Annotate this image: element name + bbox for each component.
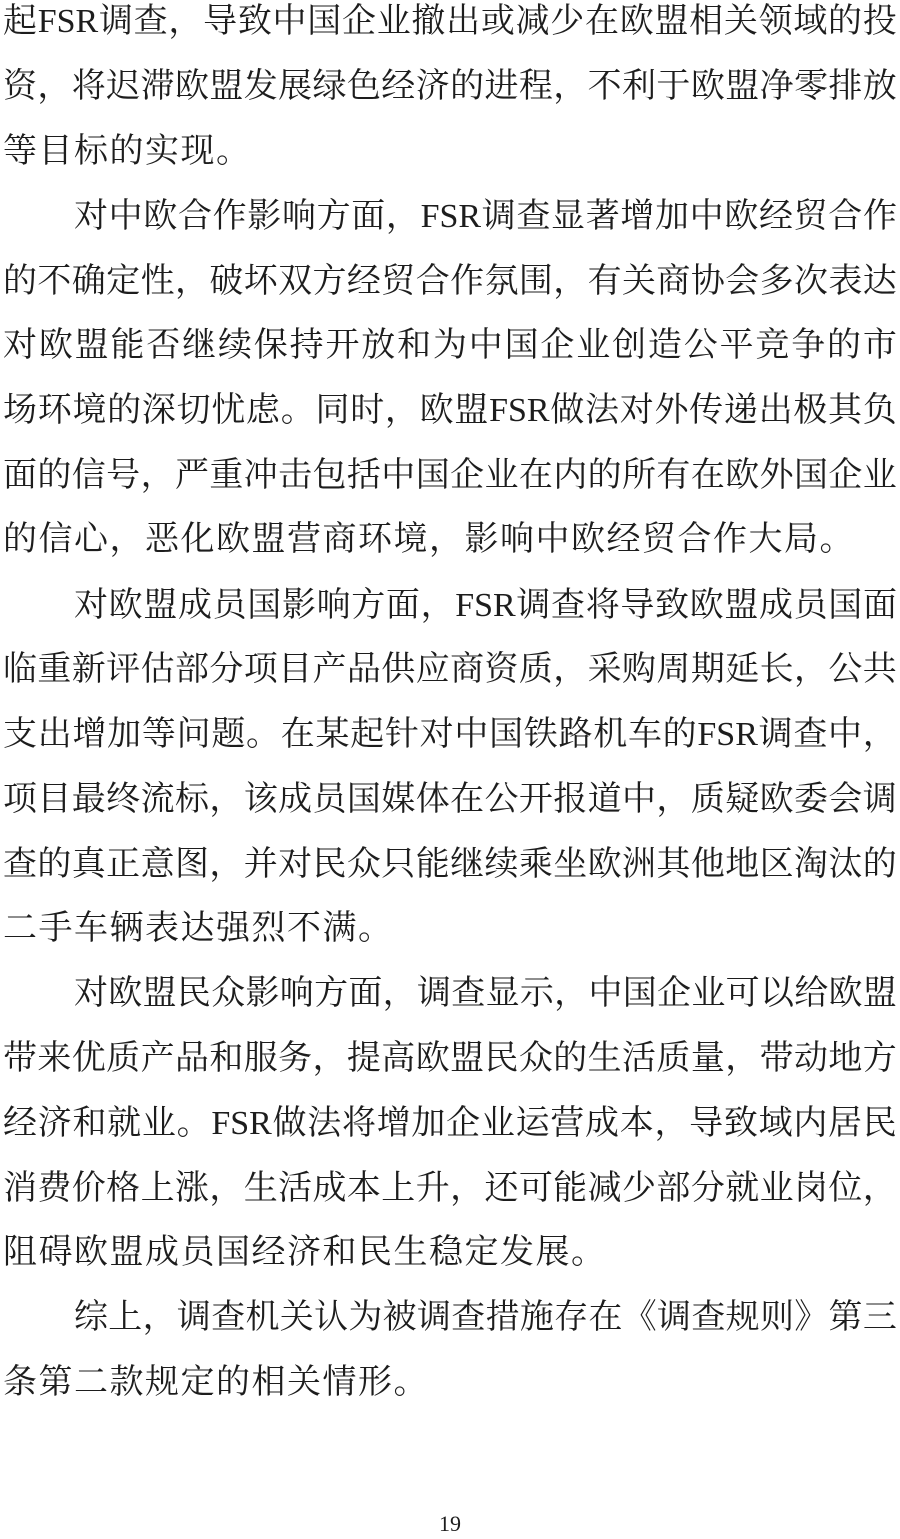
text-line: 综 上 ， 调 查 机 关 认 为 被 调 查 措 施 存 在 《 调 查 规 则 》 第 三 [74,1299,897,1337]
text-line: 场 环 境 的 深 切 忧 虑 。 同 时 ， 欧 盟 FSR 做 法 对 外 传 递 出 极 其 负 [3,392,897,430]
text-line: 经 济 和 就 业 。 FSR 做 法 将 增 加 企 业 运 营 成 本 ， 导 致 域 内 居 民 [3,1104,897,1142]
text-line: 阻碍欧盟成员国经济和民生稳定发展。 [3,1234,607,1272]
text-line: 资 ， 将 迟 滞 欧 盟 发 展 绿 色 经 济 的 进 程 ， 不 利 于 欧 盟 净 零 排 放 [3,68,897,106]
text-line: 查 的 真 正 意 图 ， 并 对 民 众 只 能 继 续 乘 坐 欧 洲 其 他 地 区 淘 汰 的 [3,845,897,883]
text-line: 项 目 最 终 流 标 ， 该 成 员 国 媒 体 在 公 开 报 道 中 ， 质 疑 欧 委 会 调 [3,780,897,818]
text-line: 二手车辆表达强烈不满。 [3,910,394,948]
text-line: 等目标的实现。 [3,132,252,170]
text-line: 支 出 增 加 等 问 题 。 在 某 起 针 对 中 国 铁 路 机 车 的 FSR 调 查 中 ， [3,716,897,754]
text-line: 临 重 新 评 估 部 分 项 目 产 品 供 应 商 资 质 ， 采 购 周 期 延 长 ， 公 共 [3,651,897,689]
text-line: 的 不 确 定 性 ， 破 坏 双 方 经 贸 合 作 氛 围 ， 有 关 商 协 会 多 次 表 达 [3,262,897,300]
text-line: 消 费 价 格 上 涨 ， 生 活 成 本 上 升 ， 还 可 能 减 少 部 分 就 业 岗 位 ， [3,1169,897,1207]
text-line: 面 的 信 号 ， 严 重 冲 击 包 括 中 国 企 业 在 内 的 所 有 在 欧 外 国 企 业 [3,456,897,494]
text-line: 对 欧 盟 民 众 影 响 方 面 ， 调 查 显 示 ， 中 国 企 业 可 以 给 欧 盟 [74,975,897,1013]
text-line: 的信心，恶化欧盟营商环境，影响中欧经贸合作大局。 [3,521,855,559]
text-line: 对 欧 盟 能 否 继 续 保 持 开 放 和 为 中 国 企 业 创 造 公 平 竞 争 的 市 [3,327,897,365]
text-line: 对 欧 盟 成 员 国 影 响 方 面 ， FSR 调 查 将 导 致 欧 盟 成 员 国 面 [74,586,897,624]
document-body [3,0,897,1416]
text-line: 带 来 优 质 产 品 和 服 务 ， 提 高 欧 盟 民 众 的 生 活 质 量 ， 带 动 地 方 [3,1040,897,1078]
text-line: 起 FSR 调 查 ， 导 致 中 国 企 业 撤 出 或 减 少 在 欧 盟 相 关 领 域 的 投 [3,3,897,41]
text-line: 条第二款规定的相关情形。 [3,1363,429,1401]
page-number: 19 [439,1511,461,1536]
text-line: 对 中 欧 合 作 影 响 方 面 ， FSR 调 查 显 著 增 加 中 欧 经 贸 合 作 [74,197,897,235]
